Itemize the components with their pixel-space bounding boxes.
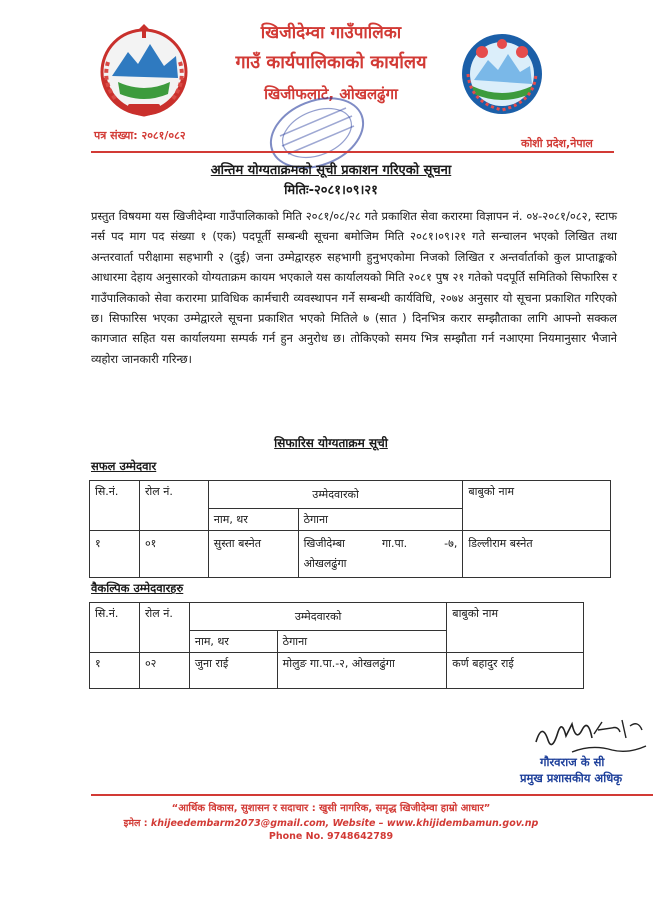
header-roll: रोल नं.	[139, 603, 189, 653]
footer-phone: Phone No. 9748642789	[268, 831, 394, 842]
header-address: ठेगाना	[298, 509, 463, 531]
cell-address-part: गा.पा.	[381, 537, 408, 550]
cell-address: मोलुङ गा.पा.-२, ओखलढुंगा	[277, 653, 447, 689]
notice-body: प्रस्तुत विषयमा यस खिजीदेम्वा गाउँपालिकाको मिति २०८१/०८/२८ गते प्रकाशित सेवा करारमा विज्ञापन नं. ०४-२०८१/०८२, स्टाफ नर्स पद माग पद संख्या १ (एक) पदपूर्ती सम्बन्धी सूचना बमोजिम मिति २०८१।०९।२१ गते सन्चालन भएको लिखित तथा अन्तरवार्ता परीक्षामा सहभागी २ (दुई) जना उम्मेद्वारहरु सहभागी हुनुभएकोमा निजको लिखित र अन्तर्वार्ताको कुल प्राप्ताङ्कको आधारमा देहाय अनुसारको योग्यताक्रम कायम भएकाले यस कार्यालयको मिति २०८१ पुष २१ गतेको पदपूर्ति समितिको सिफारिस र गाउँपालिकाको सेवा करारमा प्राविधिक कार्मचारी व्यवस्थापन गर्ने सम्बन्धी कार्यविधि, २०७४ अनुसार यो सूचना प्रकाशित गरिएको छ। सिफारिस भएका उम्मेद्वारले सूचना प्रकाशित भएको मितिले ७ (सात ) दिनभित्र करार सम्झौताका लागि आफ्नो सक्कल कागजात सहित यस कार्यालयमा सम्पर्क गर्न हुन अनुरोध छ। तोकिएको समय भित्र सम्झौता गर्न नआएमा नियमानुसार भैजाने व्यहोरा जानकारी गरिन्छ।	[91, 209, 617, 366]
footer-divider	[91, 794, 653, 796]
municipality-name: खिजीदेम्वा गाउँपालिका	[260, 23, 402, 43]
cell-roll: ०१	[139, 531, 208, 578]
successful-candidate-table	[89, 480, 611, 578]
alternate-candidate-label: वैकल्पिक उम्मेदवारहरु	[91, 581, 184, 595]
table-row	[90, 531, 611, 578]
alternate-candidate-table	[89, 602, 584, 689]
header-candidate: उम्मेदवारको	[189, 603, 446, 631]
notice-subject: अन्तिम योग्यताक्रमको सूची प्रकाशन गरिएको सूचना	[210, 163, 452, 178]
table-header-row	[90, 603, 584, 631]
cell-address-district: ओखलढुंगा	[303, 557, 347, 570]
cell-sn: १	[90, 653, 140, 689]
cell-address-part: खिजीदेम्बा	[303, 537, 345, 550]
table-header-row	[90, 481, 611, 509]
header-name: नाम, थर	[208, 509, 298, 531]
footer-motto: “आर्थिक विकास, सुशासन र सदाचार : खुसी नागरिक, समृद्ध खिजीदेम्वा हाम्रो आधार”	[171, 803, 491, 814]
cell-address-part: -७,	[444, 537, 458, 550]
header-sn: सि.नं.	[90, 481, 140, 531]
email-and-website: khijeedembarm2073@gmail.com, Website – www.khijidembamun.gov.np	[150, 818, 539, 829]
cell-address	[298, 531, 463, 578]
cell-name: जुना राई	[189, 653, 277, 689]
list-title: सिफारिस योग्यताक्रम सूची	[274, 436, 388, 450]
table-row	[90, 653, 584, 689]
header-candidate: उम्मेदवारको	[208, 481, 463, 509]
cell-father: डिल्लीराम बस्नेत	[463, 531, 611, 578]
office-name: गाउँ कार्यपालिकाको कार्यालय	[235, 52, 427, 73]
footer-contact	[0, 816, 662, 829]
cell-sn: १	[90, 531, 140, 578]
header-roll: रोल नं.	[139, 481, 208, 531]
municipality-logo-icon	[458, 30, 546, 118]
cell-father: कर्ण बहादुर राई	[447, 653, 584, 689]
notice-date: मितिः-२०८१।०९।२१	[284, 183, 378, 198]
header-father: बाबुको नाम	[463, 481, 611, 531]
header-divider	[91, 151, 614, 153]
header-sn: सि.नं.	[90, 603, 140, 653]
header-father: बाबुको नाम	[447, 603, 584, 653]
email-label: इमेल :	[123, 818, 148, 829]
signatory-title: प्रमुख प्रशासकीय अधिकृ	[520, 771, 623, 785]
cell-roll: ०२	[139, 653, 189, 689]
successful-candidate-label: सफल उम्मेदवार	[91, 459, 157, 473]
reference-number: पत्र संख्या: २०८१/०८२	[94, 129, 186, 142]
signatory-name: गौरवराज के सी	[540, 755, 605, 769]
signature-icon	[532, 712, 650, 760]
office-address: खिजीफलाटे, ओखलढुंगा	[264, 85, 398, 103]
cell-name: सुस्ता बस्नेत	[208, 531, 298, 578]
province-name: कोशी प्रदेश,नेपाल	[521, 137, 593, 150]
header-address: ठेगाना	[277, 631, 447, 653]
header-name: नाम, थर	[189, 631, 277, 653]
